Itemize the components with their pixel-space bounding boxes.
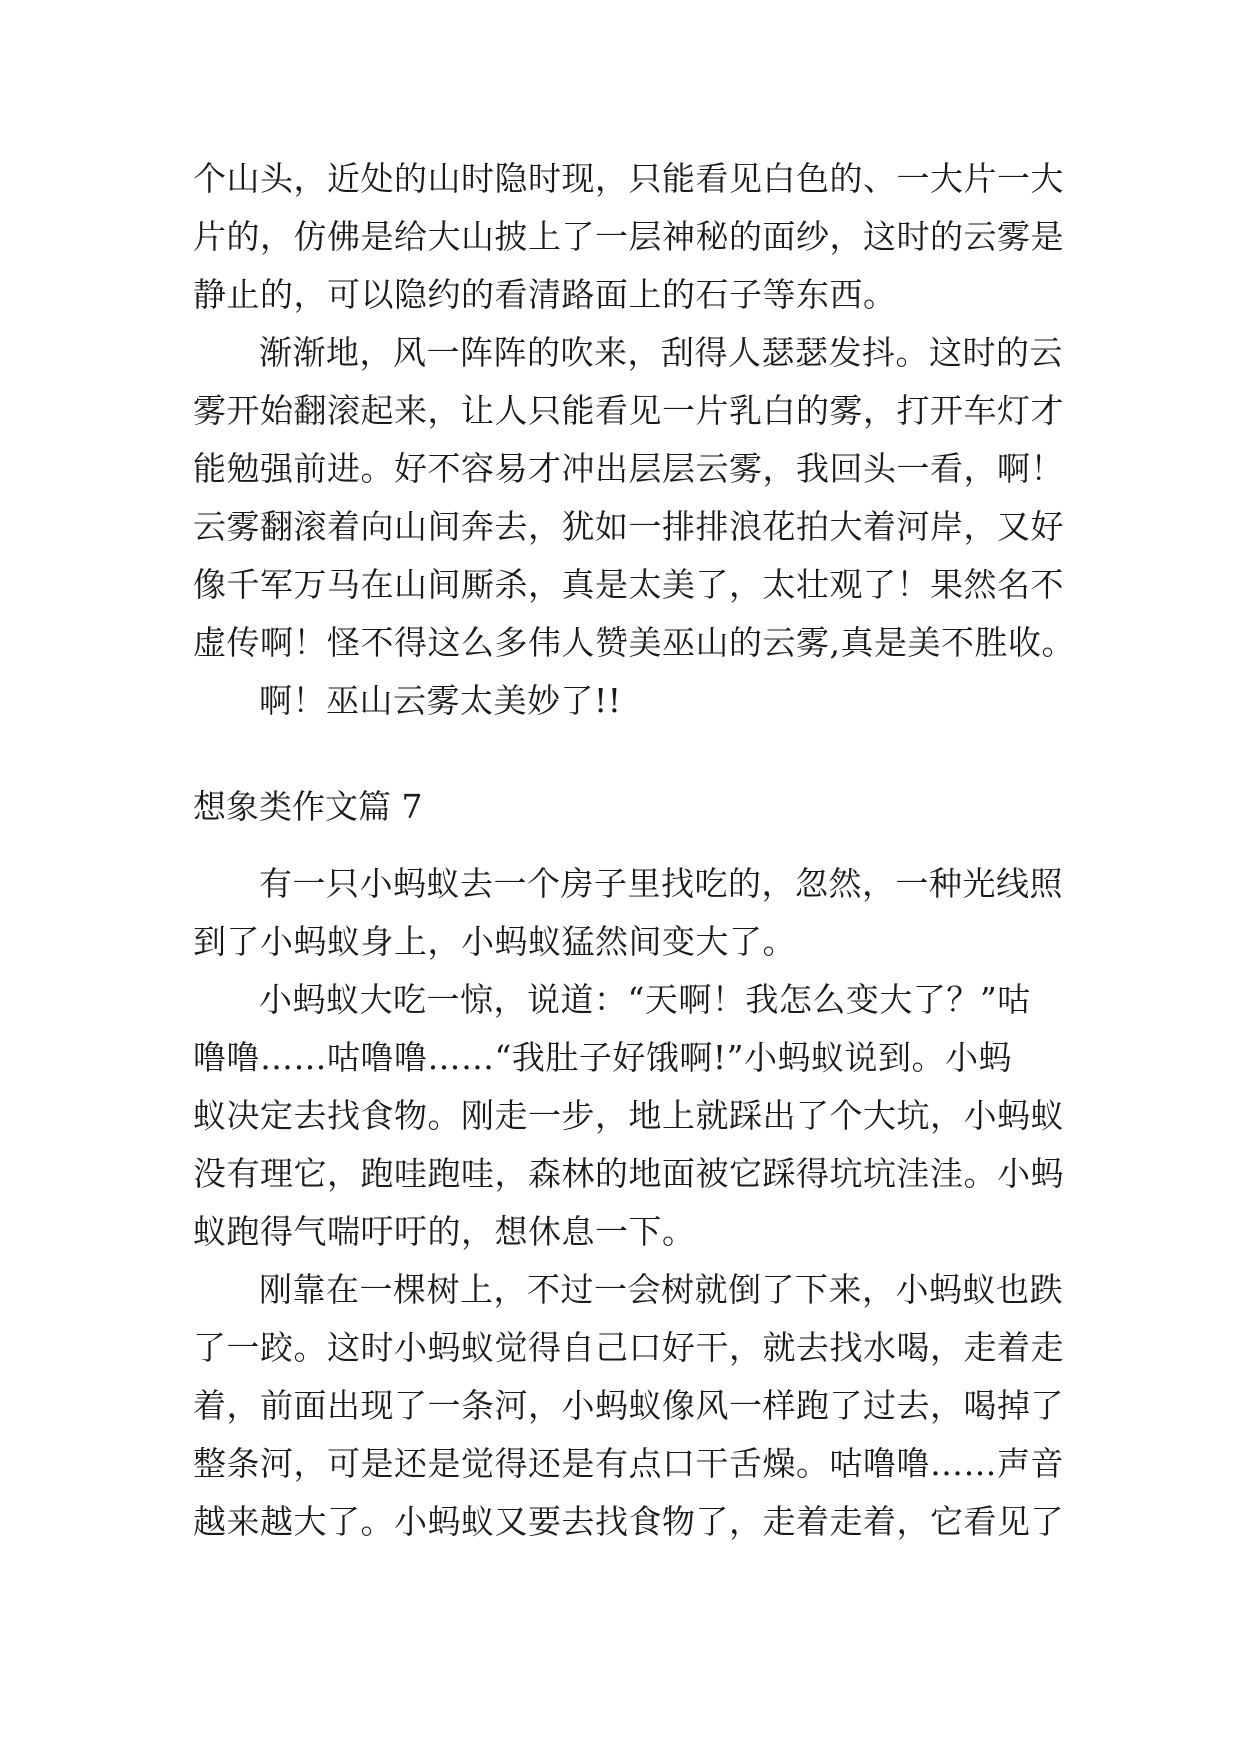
passage-continued [193,150,1075,730]
text-line: 没有理它，跑哇跑哇，森林的地面被它踩得坑坑洼洼。小蚂 [193,1154,1064,1193]
text-line: 有一只小蚂蚁去一个房子里找吃的，忽然，一种光线照 [259,864,1063,903]
text-line: 整条河，可是还是觉得还是有点口干舌燥。咕噜噜……声音 [193,1444,1064,1483]
text-line: 个山头，近处的山时隐时现，只能看见白色的、一大片一大 [193,159,1064,198]
text-line: 越来越大了。小蚂蚁又要去找食物了，走着走着，它看见了 [193,1502,1064,1541]
passage-essay-7 [193,855,1063,1551]
text-line: 刚靠在一棵树上，不过一会树就倒了下来，小蚂蚁也跌 [259,1270,1063,1309]
text-line: 了一跤。这时小蚂蚁觉得自己口好干，就去找水喝，走着走 [193,1328,1064,1367]
text-line: 着，前面出现了一条河，小蚂蚁像风一样跑了过去，喝掉了 [193,1386,1064,1425]
text-line: 能勉强前进。好不容易才冲出层层云雾，我回头一看，啊！ [193,449,1064,488]
text-line: 蚁跑得气喘吁吁的，想休息一下。 [193,1212,696,1251]
text-line: 雾开始翻滚起来，让人只能看见一片乳白的雾，打开车灯才 [193,391,1064,430]
section-heading: 想象类作文篇 7 [193,787,423,826]
text-line: 像千军万马在山间厮杀，真是太美了，太壮观了！果然名不 [193,565,1064,604]
text-line: 片的，仿佛是给大山披上了一层神秘的面纱，这时的云雾是 [193,217,1064,256]
text-line: 渐渐地，风一阵阵的吹来，刮得人瑟瑟发抖。这时的云 [259,333,1063,372]
text-line: 噜噜……咕噜噜……“我肚子好饿啊!”小蚂蚁说到。小蚂 [193,1038,1013,1077]
text-line: 小蚂蚁大吃一惊，说道：“天啊！我怎么变大了？”咕 [259,980,1031,1019]
text-line: 云雾翻滚着向山间奔去，犹如一排排浪花拍大着河岸，又好 [193,507,1064,546]
text-line: 静止的，可以隐约的看清路面上的石子等东西。 [193,275,897,314]
text-line: 虚传啊！怪不得这么多伟人赞美巫山的云雾,真是美不胜收。 [193,623,1075,662]
text-line: 啊！巫山云雾太美妙了!! [259,681,622,720]
text-line: 到了小蚂蚁身上，小蚂蚁猛然间变大了。 [193,922,796,961]
text-line: 蚁决定去找食物。刚走一步，地上就踩出了个大坑，小蚂蚁 [193,1096,1064,1135]
